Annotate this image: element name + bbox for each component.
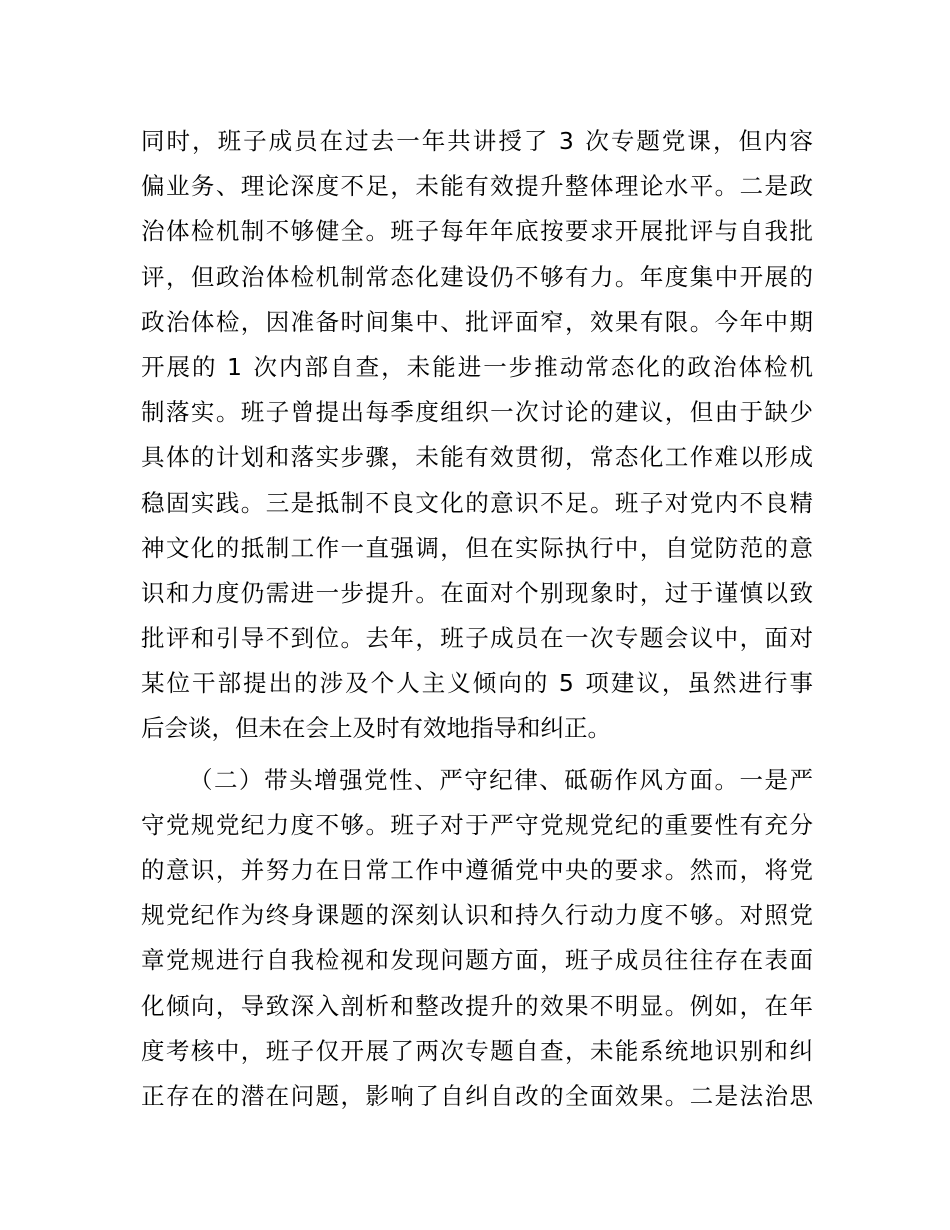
text-line: 偏业务、理论深度不足，未能有效提升整体理论水平。二是政 xyxy=(141,172,815,201)
text-line: 后会谈，但未在会上及时有效地指导和纠正。 xyxy=(141,714,611,743)
paragraph-1 xyxy=(141,119,816,752)
text-line: 守党规党纪力度不够。班子对于严守党规党纪的重要性有充分 xyxy=(141,810,815,839)
text-line: 同时，班子成员在过去一年共讲授了 3 次专题党课，但内容 xyxy=(141,127,816,155)
text-line: 化倾向，导致深入剖析和整改提升的效果不明显。例如，在年 xyxy=(141,991,815,1020)
text-line: 稳固实践。三是抵制不良文化的意识不足。班子对党内不良精 xyxy=(141,488,815,517)
paragraph-2 xyxy=(141,758,813,1120)
text-line: 神文化的抵制工作一直强调，但在实际执行中，自觉防范的意 xyxy=(141,533,815,562)
text-line: 评，但政治体检机制常态化建设仍不够有力。年度集中开展的 xyxy=(141,262,815,291)
text-line: 度考核中，班子仅开展了两次专题自查，未能系统地识别和纠 xyxy=(141,1036,815,1065)
text-line: （二）带头增强党性、严守纪律、砥砺作风方面。一是严 xyxy=(189,765,815,794)
text-line: 识和力度仍需进一步提升。在面对个别现象时，过于谨慎以致 xyxy=(141,578,815,607)
text-line: 批评和引导不到位。去年，班子成员在一次专题会议中，面对 xyxy=(141,624,815,653)
text-line: 某位干部提出的涉及个人主义倾向的 5 项建议，虽然进行事 xyxy=(141,669,816,698)
text-line: 开展的 1 次内部自查，未能进一步推动常态化的政治体检机 xyxy=(141,352,816,381)
text-line: 制落实。班子曾提出每季度组织一次讨论的建议，但由于缺少 xyxy=(141,398,815,427)
text-line: 正存在的潜在问题，影响了自纠自改的全面效果。二是法治思 xyxy=(141,1081,815,1110)
text-line: 具体的计划和落实步骤，未能有效贯彻，常态化工作难以形成 xyxy=(141,443,815,472)
text-line: 政治体检，因准备时间集中、批评面窄，效果有限。今年中期 xyxy=(141,307,815,336)
text-line: 治体检机制不够健全。班子每年年底按要求开展批评与自我批 xyxy=(141,217,815,246)
text-line: 章党规进行自我检视和发现问题方面，班子成员往往存在表面 xyxy=(141,946,815,975)
text-line: 的意识，并努力在日常工作中遵循党中央的要求。然而，将党 xyxy=(141,856,815,884)
body-text xyxy=(141,119,816,1119)
text-line: 规党纪作为终身课题的深刻认识和持久行动力度不够。对照党 xyxy=(141,901,815,930)
